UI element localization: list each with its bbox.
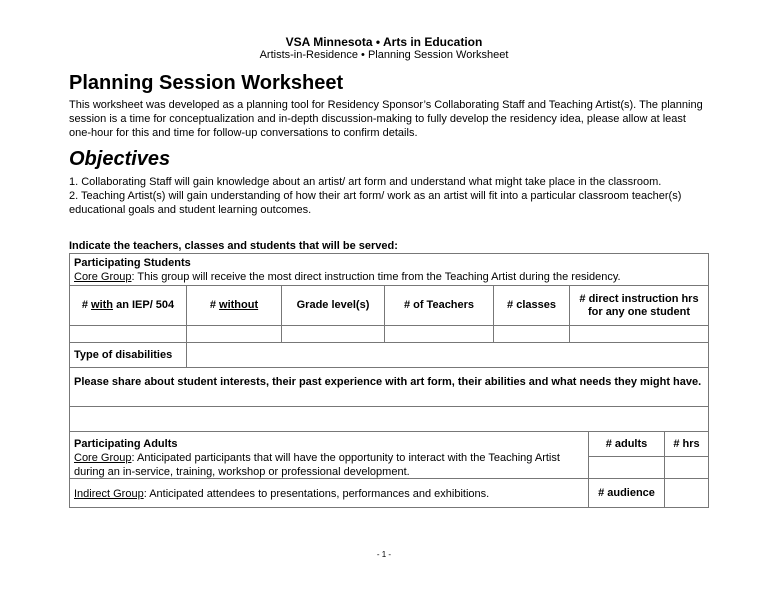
disabilities-label: Type of disabilities bbox=[69, 342, 187, 368]
intro-paragraph: This worksheet was developed as a planning tool for Residency Sponsor’s Collaborating Staff and Teaching Artist(s). The planning session is a time for conceptualization and in-depth discussion-making to fully develop the residency idea, please allow at least one-hour for this and time for follow-up conversations to confirm details. bbox=[69, 99, 703, 139]
input-direct-hrs[interactable] bbox=[569, 325, 709, 343]
input-audience[interactable] bbox=[664, 478, 709, 508]
col-audience: # audience bbox=[588, 478, 665, 508]
col-adults: # adults bbox=[588, 431, 665, 457]
students-header bbox=[69, 253, 709, 286]
col-teachers: # of Teachers bbox=[384, 285, 494, 326]
objectives-list bbox=[69, 175, 709, 217]
adults-indirect-box bbox=[69, 478, 589, 508]
input-with-iep[interactable] bbox=[69, 325, 187, 343]
input-without[interactable] bbox=[186, 325, 282, 343]
col-hrs: # hrs bbox=[664, 431, 709, 457]
interests-prompt: Please share about student interests, their past experience with art form, their abilities and what needs they might have. bbox=[69, 367, 709, 407]
adults-core-line bbox=[74, 451, 584, 479]
input-grade-level[interactable] bbox=[281, 325, 385, 343]
students-core-label: Core Group bbox=[74, 271, 132, 283]
col-without: # without bbox=[186, 285, 282, 326]
objective-item-2: 2. Teaching Artist(s) will gain understanding of how their art form/ work as an artist will fit into a particular classroom teacher(s) educational goals and student learning outcomes. bbox=[69, 190, 682, 216]
adults-core-text: : Anticipated participants that will have the opportunity to interact with the Teaching Artist during an in-service, training, workshop or professional development. bbox=[74, 452, 560, 478]
students-core-line bbox=[74, 270, 704, 284]
header-subtitle: Artists-in-Residence • Planning Session Worksheet bbox=[259, 49, 509, 61]
col-grade-level: Grade level(s) bbox=[281, 285, 385, 326]
page-title: Planning Session Worksheet bbox=[69, 72, 344, 94]
objectives-heading: Objectives bbox=[69, 148, 171, 170]
input-teachers[interactable] bbox=[384, 325, 494, 343]
objective-item-1: 1. Collaborating Staff will gain knowledge about an artist/ art form and understand what might take place in the classroom. bbox=[69, 176, 662, 188]
students-core-text: : This group will receive the most direct instruction time from the Teaching Artist during the residency. bbox=[131, 271, 621, 283]
students-heading: Participating Students bbox=[74, 257, 191, 269]
disabilities-input[interactable] bbox=[186, 342, 709, 368]
adults-indirect-text: : Anticipated attendees to presentations, performances and exhibitions. bbox=[143, 488, 490, 500]
header-org: VSA Minnesota • Arts in Education bbox=[285, 35, 483, 49]
input-classes[interactable] bbox=[493, 325, 570, 343]
adults-core-box bbox=[69, 431, 589, 479]
input-adults[interactable] bbox=[588, 456, 665, 479]
indicate-label: Indicate the teachers, classes and students that will be served: bbox=[69, 240, 398, 252]
adults-indirect-label: Indirect Group bbox=[74, 488, 144, 500]
col-direct-hrs: # direct instruction hrs for any one student bbox=[569, 285, 709, 326]
adults-heading: Participating Adults bbox=[74, 438, 178, 450]
input-hrs[interactable] bbox=[664, 456, 709, 479]
adults-core-label: Core Group bbox=[74, 452, 132, 464]
col-classes: # classes bbox=[493, 285, 570, 326]
interests-input[interactable] bbox=[69, 406, 709, 432]
col-with-iep: # with an IEP/ 504 bbox=[69, 285, 187, 326]
page-number: - 1 - bbox=[376, 550, 392, 559]
